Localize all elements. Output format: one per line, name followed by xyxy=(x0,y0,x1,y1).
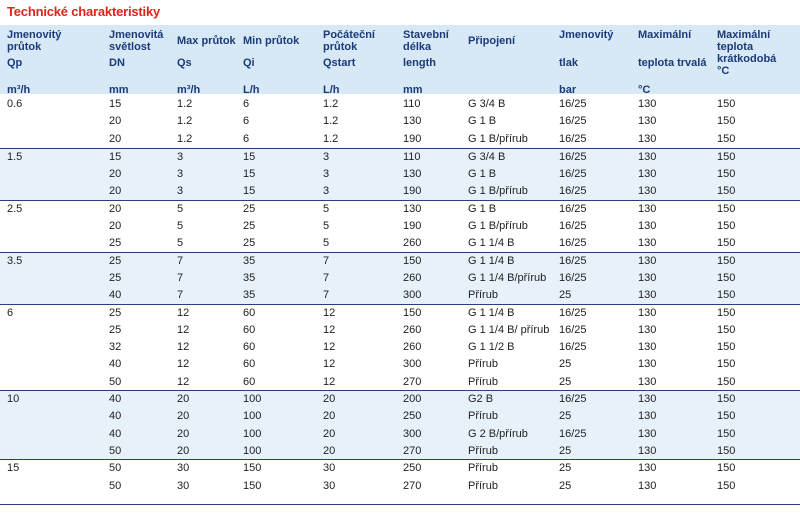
table-cell: G 1 1/4 B xyxy=(468,237,515,250)
table-cell: 25 xyxy=(559,444,572,457)
table-cell: 100 xyxy=(243,410,262,423)
table-cell: 25 xyxy=(109,323,122,336)
table-cell: 5 xyxy=(177,220,184,233)
table-cell: 20 xyxy=(323,444,336,457)
table-cell: 20 xyxy=(109,132,122,145)
table-cell: 150 xyxy=(717,150,736,163)
table-cell: 12 xyxy=(177,358,190,371)
table-cell: 150 xyxy=(717,202,736,215)
table-cell: Přírub xyxy=(468,375,498,388)
table-cell: 3 xyxy=(323,185,330,198)
column-header-line: Maximální xyxy=(717,29,771,41)
table-cell: G 1 B/přírub xyxy=(468,220,528,233)
table-cell: 20 xyxy=(177,444,190,457)
table-row xyxy=(0,460,800,477)
table-cell: 150 xyxy=(717,132,736,145)
table-row xyxy=(0,149,800,166)
table-cell: 150 xyxy=(717,323,736,336)
column-header-line: Počáteční xyxy=(323,29,375,41)
table-cell: 100 xyxy=(243,444,262,457)
table-cell: 190 xyxy=(403,185,422,198)
table-cell: 30 xyxy=(323,462,336,475)
table-cell: G 1 1/4 B/přírub xyxy=(468,271,547,284)
table-cell: 15 xyxy=(243,150,256,163)
table-row xyxy=(0,166,800,183)
table-cell: G 1 1/4 B xyxy=(468,254,515,267)
table-cell: 130 xyxy=(638,271,657,284)
table-cell: 100 xyxy=(243,427,262,440)
table-row xyxy=(0,339,800,356)
row-group xyxy=(0,252,800,305)
table-cell: 300 xyxy=(403,427,422,440)
table-cell: 150 xyxy=(717,220,736,233)
table-cell: 270 xyxy=(403,444,422,457)
column-header-line: Jmenovitý xyxy=(7,29,62,41)
row-group xyxy=(0,459,800,495)
table-cell: 300 xyxy=(403,358,422,371)
table-cell: G 1 B/přírub xyxy=(468,132,528,145)
table-cell: 130 xyxy=(638,185,657,198)
table-cell: G 1 B xyxy=(468,168,497,181)
table-cell: 20 xyxy=(109,115,122,128)
table-cell: 20 xyxy=(109,202,122,215)
table-cell: 5 xyxy=(323,220,330,233)
table-cell: 20 xyxy=(323,410,336,423)
table-cell: 110 xyxy=(403,98,421,110)
column-header-line: mm xyxy=(403,84,423,96)
column-header-line: mm xyxy=(109,84,129,96)
table-cell: 3 xyxy=(177,150,184,163)
table-cell: Přírub xyxy=(468,289,498,302)
table-cell: 130 xyxy=(638,444,657,457)
column-header-line: L/h xyxy=(243,84,260,96)
column-header-line: Qi xyxy=(243,57,255,69)
table-cell: 250 xyxy=(403,462,422,475)
table-cell: 16/25 xyxy=(559,98,587,110)
table-row xyxy=(0,443,800,460)
table-cell: 40 xyxy=(109,427,122,440)
table-cell: 1.2 xyxy=(177,132,193,145)
table-cell: 260 xyxy=(403,323,422,336)
table-cell: 110 xyxy=(403,150,421,163)
column-header-line: krátkodobá xyxy=(717,53,777,65)
table-cell: 20 xyxy=(177,393,190,406)
table-cell: G2 B xyxy=(468,393,494,406)
column-header-line: délka xyxy=(403,41,432,53)
table-row xyxy=(0,287,800,304)
table-cell: 130 xyxy=(638,427,657,440)
table-cell: 20 xyxy=(323,393,336,406)
table-cell: 20 xyxy=(109,185,122,198)
table-row xyxy=(0,478,800,495)
table-cell: 25 xyxy=(109,254,122,267)
table-cell: 130 xyxy=(403,115,422,128)
table-cell: 12 xyxy=(177,306,190,319)
table-row xyxy=(0,426,800,443)
row-group xyxy=(0,96,800,148)
table-cell: Přírub xyxy=(468,410,498,423)
table-cell: 150 xyxy=(243,462,262,475)
column-header-line: Qp xyxy=(7,57,23,69)
table-cell: 16/25 xyxy=(559,254,587,267)
table-cell: 25 xyxy=(559,358,572,371)
table-cell: G 1 1/2 B xyxy=(468,341,515,354)
table-cell: G 1 1/4 B/ přírub xyxy=(468,323,550,336)
table-cell: 16/25 xyxy=(559,168,587,181)
table-cell: 12 xyxy=(323,375,336,388)
table-cell: 16/25 xyxy=(559,323,587,336)
column-header-line: Qstart xyxy=(323,57,356,69)
table-cell: 50 xyxy=(109,479,122,492)
table-cell: 5 xyxy=(177,202,184,215)
table-cell: 130 xyxy=(638,358,657,371)
table-cell: 6 xyxy=(243,115,250,128)
table-cell: 60 xyxy=(243,323,256,336)
table-cell: 16/25 xyxy=(559,150,587,163)
table-cell: G 1 B xyxy=(468,115,497,128)
table-cell: 20 xyxy=(109,220,122,233)
table-cell: 150 xyxy=(243,479,262,492)
table-cell: 25 xyxy=(109,306,122,319)
table-cell: 5 xyxy=(323,202,330,215)
table-cell: 30 xyxy=(177,479,190,492)
table-cell: 16/25 xyxy=(559,115,587,128)
table-cell: 16/25 xyxy=(559,237,587,250)
table-cell: 150 xyxy=(717,341,736,354)
table-cell: 35 xyxy=(243,271,256,284)
table-cell: 150 xyxy=(717,115,736,128)
table-cell: 150 xyxy=(717,306,736,319)
column-header-line: teplota trvalá xyxy=(638,57,707,69)
cell-qp: 0.6 xyxy=(7,98,23,110)
table-cell: 25 xyxy=(559,479,572,492)
column-header-line: Jmenovitá xyxy=(109,29,164,41)
column-header-line: length xyxy=(403,57,436,69)
table-cell: 1.2 xyxy=(323,132,339,145)
table-cell: 12 xyxy=(323,306,336,319)
table-cell: 200 xyxy=(403,393,422,406)
table-cell: 190 xyxy=(403,132,422,145)
table-cell: 130 xyxy=(638,132,657,145)
table-row xyxy=(0,322,800,339)
table-cell: 40 xyxy=(109,358,122,371)
table-cell: 3 xyxy=(323,150,330,163)
table-cell: 150 xyxy=(717,237,736,250)
table-row xyxy=(0,270,800,287)
table-cell: Přírub xyxy=(468,479,498,492)
cell-qp: 2.5 xyxy=(7,202,23,215)
table-cell: 150 xyxy=(403,254,422,267)
table-cell: 150 xyxy=(717,375,736,388)
table-cell: 40 xyxy=(109,393,122,406)
table-cell: 12 xyxy=(177,375,190,388)
table-cell: 25 xyxy=(559,410,572,423)
row-group xyxy=(0,304,800,392)
table-cell: 150 xyxy=(717,427,736,440)
table-cell: 25 xyxy=(559,375,572,388)
table-cell: 130 xyxy=(638,254,657,267)
table-cell: 12 xyxy=(177,323,190,336)
table-cell: 35 xyxy=(243,254,256,267)
column-header-line: °C xyxy=(717,65,730,77)
table-cell: 7 xyxy=(177,271,184,284)
column-header-line: Jmenovitý xyxy=(559,29,614,41)
table-cell: 50 xyxy=(109,375,122,388)
page-title: Technické charakteristiky xyxy=(7,4,161,19)
table-cell: 130 xyxy=(638,168,657,181)
table-cell: 25 xyxy=(559,289,572,302)
table-cell: 15 xyxy=(109,150,122,163)
table-cell: 16/25 xyxy=(559,202,587,215)
table-cell: G 3/4 B xyxy=(468,98,506,110)
table-cell: G 3/4 B xyxy=(468,150,506,163)
table-cell: 25 xyxy=(109,271,122,284)
table-cell: 250 xyxy=(403,410,422,423)
table-cell: 3 xyxy=(177,185,184,198)
table-row xyxy=(0,113,800,130)
table-cell: Přírub xyxy=(468,462,498,475)
table-cell: 60 xyxy=(243,306,256,319)
table-cell: 130 xyxy=(638,202,657,215)
column-header-line: Maximální xyxy=(638,29,692,41)
table-cell: 130 xyxy=(638,479,657,492)
table-cell: 12 xyxy=(323,341,336,354)
row-group xyxy=(0,390,800,460)
table-cell: 130 xyxy=(638,289,657,302)
table-cell: 60 xyxy=(243,375,256,388)
table-cell: 1.2 xyxy=(177,115,193,128)
table-cell: 7 xyxy=(177,254,184,267)
table-cell: 260 xyxy=(403,271,422,284)
table-cell: 3 xyxy=(177,168,184,181)
table-cell: 1.2 xyxy=(323,98,339,110)
table-row xyxy=(0,183,800,200)
column-header-line: průtok xyxy=(7,41,42,53)
row-group xyxy=(0,200,800,253)
table-cell: 32 xyxy=(109,341,122,354)
column-header-line: teplota xyxy=(717,41,754,53)
table-cell: 6 xyxy=(243,98,250,110)
row-group xyxy=(0,148,800,201)
table-row xyxy=(0,391,800,408)
table-cell: 130 xyxy=(638,115,657,128)
table-cell: 130 xyxy=(403,202,422,215)
table-cell: 16/25 xyxy=(559,271,587,284)
table-cell: 7 xyxy=(323,254,330,267)
cell-qp: 3.5 xyxy=(7,254,23,267)
table-cell: 150 xyxy=(717,168,736,181)
table-row xyxy=(0,96,800,113)
table-cell: 16/25 xyxy=(559,306,587,319)
table-cell: 150 xyxy=(717,444,736,457)
column-header-line: světlost xyxy=(109,41,151,53)
table-cell: 130 xyxy=(638,98,657,110)
table-cell: 130 xyxy=(403,168,422,181)
table-cell: 15 xyxy=(243,185,256,198)
column-header-line: tlak xyxy=(559,57,578,69)
table-cell: 130 xyxy=(638,393,657,406)
table-cell: 20 xyxy=(323,427,336,440)
table-cell: 130 xyxy=(638,220,657,233)
table-cell: 130 xyxy=(638,462,657,475)
table-cell: 12 xyxy=(323,358,336,371)
table-cell: 150 xyxy=(717,185,736,198)
cell-qp: 1.5 xyxy=(7,150,23,163)
table-row xyxy=(0,408,800,425)
table-cell: G 1 B/přírub xyxy=(468,185,528,198)
column-header-line: Stavební xyxy=(403,29,449,41)
table-row xyxy=(0,235,800,252)
table-row xyxy=(0,218,800,235)
table-row xyxy=(0,253,800,270)
table-cell: 130 xyxy=(638,341,657,354)
table-cell: 150 xyxy=(717,462,736,475)
table-cell: 20 xyxy=(177,410,190,423)
table-cell: 25 xyxy=(559,462,572,475)
table-cell: 150 xyxy=(717,410,736,423)
table-cell: 25 xyxy=(109,237,122,250)
table-cell: 150 xyxy=(717,358,736,371)
table-cell: 16/25 xyxy=(559,393,587,406)
table-cell: 5 xyxy=(177,237,184,250)
table-cell: 130 xyxy=(638,375,657,388)
table-cell: 16/25 xyxy=(559,427,587,440)
table-cell: 16/25 xyxy=(559,341,587,354)
table-row xyxy=(0,131,800,148)
table-cell: 130 xyxy=(638,237,657,250)
column-header-line: Připojení xyxy=(468,35,516,47)
table-cell: 130 xyxy=(638,323,657,336)
column-header-line: Qs xyxy=(177,57,192,69)
column-header-line: Max průtok xyxy=(177,35,236,47)
table-cell: 130 xyxy=(638,150,657,163)
table-row xyxy=(0,305,800,322)
table-cell: G 2 B/přírub xyxy=(468,427,528,440)
table-cell: 150 xyxy=(403,306,422,319)
table-cell: 16/25 xyxy=(559,132,587,145)
column-header-line: m³/h xyxy=(177,84,201,96)
table-cell: 30 xyxy=(177,462,190,475)
table-cell: 150 xyxy=(717,393,736,406)
column-header-line: bar xyxy=(559,84,577,96)
table-row xyxy=(0,201,800,218)
table-cell: 260 xyxy=(403,341,422,354)
table-cell: 6 xyxy=(243,132,250,145)
table-cell: 60 xyxy=(243,358,256,371)
table-cell: 15 xyxy=(243,168,256,181)
table-cell: 12 xyxy=(177,341,190,354)
table-cell: Přírub xyxy=(468,444,498,457)
table-cell: 150 xyxy=(717,254,736,267)
cell-qp: 6 xyxy=(7,306,14,319)
table-cell: G 1 B xyxy=(468,202,497,215)
table-cell: 5 xyxy=(323,237,330,250)
table-cell: 190 xyxy=(403,220,422,233)
table-cell: 35 xyxy=(243,289,256,302)
table-cell: 1.2 xyxy=(177,98,193,110)
table-cell: 7 xyxy=(323,271,330,284)
table-cell: 150 xyxy=(717,479,736,492)
table-cell: 130 xyxy=(638,306,657,319)
table-cell: 7 xyxy=(323,289,330,302)
table-cell: 16/25 xyxy=(559,220,587,233)
table-cell: 3 xyxy=(323,168,330,181)
table-cell: 40 xyxy=(109,289,122,302)
table-cell: 25 xyxy=(243,237,256,250)
column-header-line: Min průtok xyxy=(243,35,300,47)
table-cell: 20 xyxy=(109,168,122,181)
table-cell: 30 xyxy=(323,479,336,492)
table-cell: 50 xyxy=(109,444,122,457)
table-row xyxy=(0,356,800,373)
table-cell: 25 xyxy=(243,202,256,215)
table-cell: 40 xyxy=(109,410,122,423)
column-header-line: L/h xyxy=(323,84,340,96)
table-cell: 150 xyxy=(717,271,736,284)
table-cell: 1.2 xyxy=(323,115,339,128)
table-cell: 130 xyxy=(638,410,657,423)
table-cell: Přírub xyxy=(468,358,498,371)
table-cell: 300 xyxy=(403,289,422,302)
table-cell: 7 xyxy=(177,289,184,302)
column-header-line: průtok xyxy=(323,41,358,53)
table-row xyxy=(0,374,800,391)
cell-qp: 10 xyxy=(7,393,20,406)
table-cell: 100 xyxy=(243,393,262,406)
table-bottom-border xyxy=(0,504,800,505)
table-cell: 60 xyxy=(243,341,256,354)
table-cell: 12 xyxy=(323,323,336,336)
table-cell: 270 xyxy=(403,479,422,492)
table-cell: 15 xyxy=(109,98,122,110)
table-cell: 270 xyxy=(403,375,422,388)
table-cell: 25 xyxy=(243,220,256,233)
table-cell: 150 xyxy=(717,98,736,110)
table-cell: 16/25 xyxy=(559,185,587,198)
column-header-line: DN xyxy=(109,57,125,69)
table-cell: 150 xyxy=(717,289,736,302)
cell-qp: 15 xyxy=(7,462,20,475)
table-cell: G 1 1/4 B xyxy=(468,306,515,319)
table-cell: 50 xyxy=(109,462,122,475)
table-cell: 260 xyxy=(403,237,422,250)
column-header-line: °C xyxy=(638,84,651,96)
column-header-line: m³/h xyxy=(7,84,31,96)
table-cell: 20 xyxy=(177,427,190,440)
